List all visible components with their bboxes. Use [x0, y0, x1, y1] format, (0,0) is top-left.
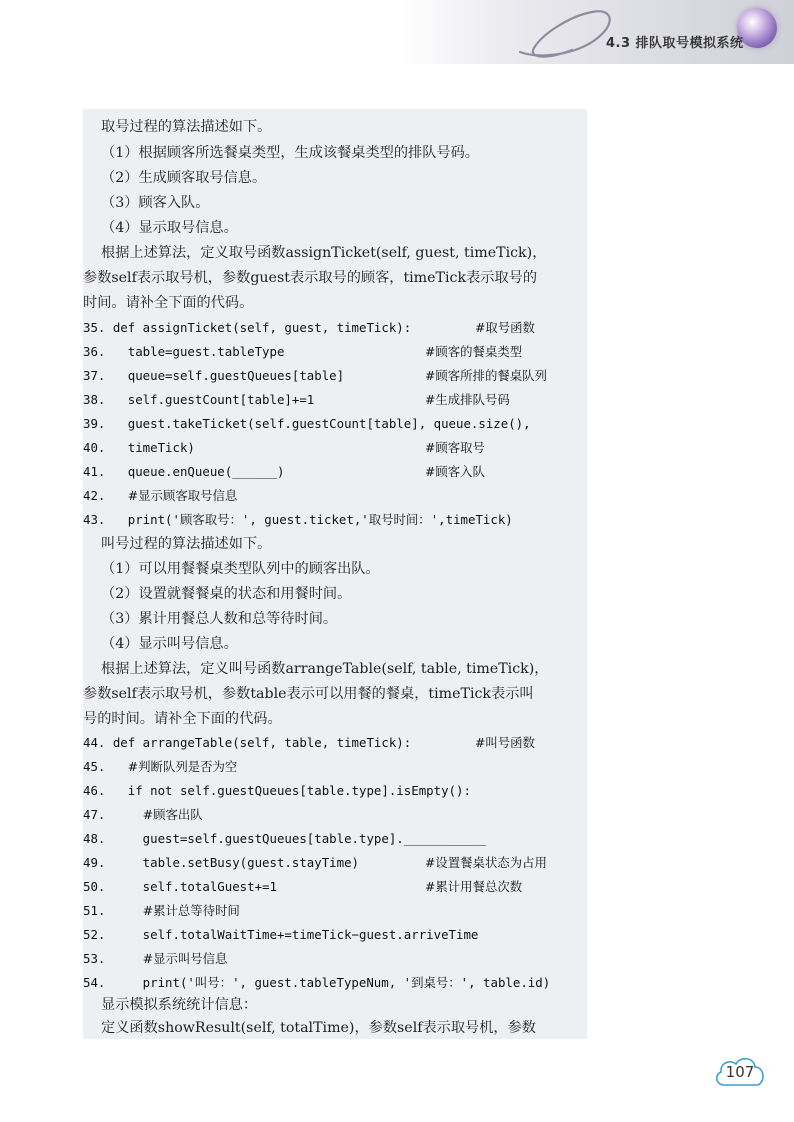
code-line: 36. table=guest.tableType #顾客的餐桌类型	[83, 344, 523, 359]
paragraph-line: 时间。请补全下面的代码。	[83, 295, 254, 311]
paragraph-line: 根据上述算法，定义叫号函数arrangeTable(self, table, timeTick)，	[83, 661, 549, 677]
section-title: 4.3 排队取号模拟系统	[606, 36, 744, 51]
paragraph-line: 参数self表示取号机，参数guest表示取号的顾客，timeTick表示取号的	[83, 270, 538, 286]
code-line: 41. queue.enQueue(______) #顾客入队	[83, 464, 485, 479]
paragraph-line: 取号过程的算法描述如下。	[83, 119, 272, 135]
code-line: 50. self.totalGuest+=1 #累计用餐总次数	[83, 879, 523, 894]
code-line: 52. self.totalWaitTime+=timeTick−guest.arriveTime	[83, 927, 479, 942]
paragraph-line: （2）设置就餐餐桌的状态和用餐时间。	[83, 586, 352, 602]
code-line: 45. #判断队列是否为空	[83, 759, 238, 774]
paragraph-line: 号的时间。请补全下面的代码。	[83, 711, 282, 727]
code-line: 35. def assignTicket(self, guest, timeTick): #取号函数	[83, 320, 535, 335]
code-line: 48. guest=self.guestQueues[table.type].___________	[83, 831, 486, 846]
code-line: 40. timeTick) #顾客取号	[83, 440, 485, 455]
paragraph-line: 参数self表示取号机，参数table表示可以用餐的餐桌，timeTick表示叫	[83, 686, 534, 702]
content-panel	[83, 109, 587, 1039]
code-line: 49. table.setBusy(guest.stayTime) #设置餐桌状态为占用	[83, 855, 547, 870]
code-line: 39. guest.takeTicket(self.guestCount[table], queue.size(),	[83, 416, 531, 431]
page-number: 107	[725, 1063, 755, 1081]
code-line: 47. #顾客出队	[83, 807, 203, 822]
paragraph-line: 叫号过程的算法描述如下。	[83, 536, 272, 552]
code-line: 53. #显示叫号信息	[83, 951, 228, 966]
paragraph-line: 根据上述算法，定义取号函数assignTicket(self, guest, timeTick)，	[83, 245, 547, 261]
paragraph-line: 显示模拟系统统计信息：	[83, 997, 258, 1013]
code-line: 54. print('叫号：', guest.tableTypeNum, '到桌号：', table.id)	[83, 975, 551, 990]
code-line: 51. #累计总等待时间	[83, 903, 240, 918]
code-line: 37. queue=self.guestQueues[table] #顾客所排的餐桌队列	[83, 368, 547, 383]
paragraph-line: （4）显示取号信息。	[83, 220, 238, 236]
paragraph-line: （2）生成顾客取号信息。	[83, 170, 267, 186]
code-line: 38. self.guestCount[table]+=1 #生成排队号码	[83, 392, 510, 407]
paragraph-line: （1）根据顾客所选餐桌类型，生成该餐桌类型的排队号码。	[83, 145, 479, 161]
code-line: 43. print('顾客取号：', guest.ticket,'取号时间：',timeTick)	[83, 512, 513, 527]
paragraph-line: （4）显示叫号信息。	[83, 636, 238, 652]
paragraph-line: 定义函数showResult(self, totalTime)，参数self表示取号机，参数	[83, 1020, 536, 1036]
code-line: 42. #显示顾客取号信息	[83, 488, 238, 503]
paragraph-line: （1）可以用餐餐桌类型队列中的顾客出队。	[83, 561, 380, 577]
paragraph-line: （3）顾客入队。	[83, 195, 210, 211]
paragraph-line: （3）累计用餐总人数和总等待时间。	[83, 611, 338, 627]
code-line: 44. def arrangeTable(self, table, timeTick): #叫号函数	[83, 735, 535, 750]
code-line: 46. if not self.guestQueues[table.type].isEmpty():	[83, 783, 471, 798]
